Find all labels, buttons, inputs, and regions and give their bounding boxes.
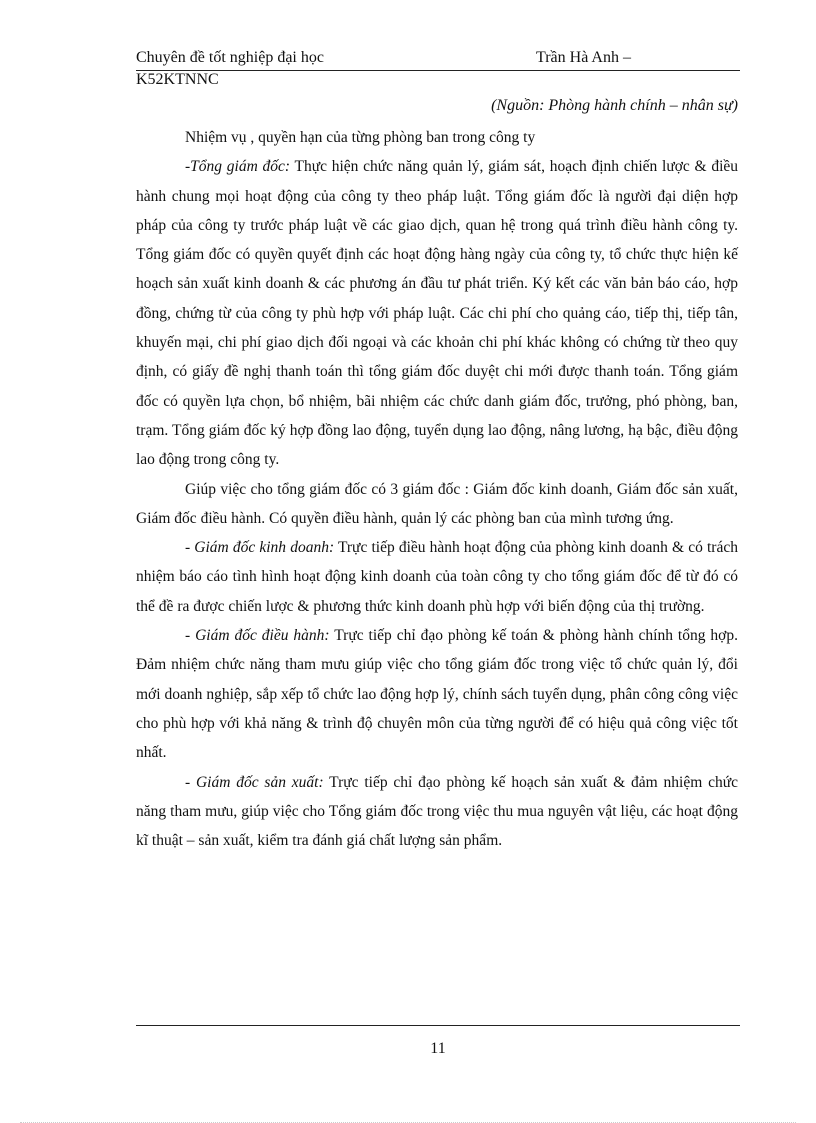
paragraph-general-director — [136, 152, 738, 474]
paragraph-title: -Tổng giám đốc: — [185, 158, 291, 176]
footer-divider — [136, 1025, 740, 1026]
header-author: Trần Hà Anh – — [536, 49, 631, 66]
paragraph-title: - Giám đốc điều hành: — [185, 627, 330, 645]
header-title: Chuyên đề tốt nghiệp đại học — [136, 49, 324, 66]
intro-paragraph: Nhiệm vụ , quyền hạn của từng phòng ban trong công ty — [185, 129, 536, 146]
paragraph-text: Trực tiếp chỉ đạo phòng kế hoạch sản xuất & đảm nhiệm chức năng tham mưu, giúp việc cho Tổng giám đốc trong việc thu mua nguyên vật liệu, các hoạt động kĩ thuật – sản xuất, kiểm tra đánh giá chất lượng sản phẩm. — [136, 773, 738, 850]
body-text — [136, 123, 738, 855]
page-number: 11 — [430, 1040, 446, 1057]
paragraph-assistants — [136, 475, 738, 534]
header-class-code: K52KTNNC — [136, 71, 219, 88]
paragraph-executive-director — [136, 621, 738, 767]
figure-source: (Nguồn: Phòng hành chính – nhân sự) — [491, 97, 738, 114]
paragraph-text: Giúp việc cho tổng giám đốc có 3 giám đốc : Giám đốc kinh doanh, Giám đốc sản xuất, Giám đốc điều hành. Có quyền điều hành, quản lý các phòng ban của mình tương ứng. — [136, 480, 738, 527]
paragraph-title: - Giám đốc sản xuất: — [185, 773, 324, 791]
paragraph-production-director — [136, 768, 738, 856]
paragraph-title: - Giám đốc kinh doanh: — [185, 539, 335, 557]
paragraph-text: Trực tiếp chỉ đạo phòng kế toán & phòng hành chính tổng hợp. Đảm nhiệm chức năng tham mưu giúp việc cho tổng giám đốc trong việc tổ chức quản lý, đổi mới doanh nghiệp, sắp xếp tổ chức lao động hợp lý, chính sách tuyển dụng, phân công công việc cho phù hợp với khả năng & trình độ chuyên môn của từng người để có hiệu quả công việc tốt nhất. — [136, 627, 738, 762]
paragraph-text: Trực tiếp điều hành hoạt động của phòng kinh doanh & có trách nhiệm báo cáo tình hình hoạt động kinh doanh của toàn công ty cho tổng giám đốc để từ đó có thể đề ra được chiến lược & phương thức kinh doanh phù hợp với biến động của thị trường. — [136, 539, 738, 615]
header-divider — [136, 70, 740, 71]
paragraph-business-director — [136, 533, 738, 621]
paragraph-text: Thực hiện chức năng quản lý, giám sát, hoạch định chiến lược & điều hành chung mọi hoạt động của công ty theo pháp luật. Tổng giám đốc là người đại diện hợp pháp của công ty trước pháp luật về các giao dịch, quan hệ trong quá trình điều hành công ty. Tổng giám đốc có quyền quyết định các hoạt động hàng ngày của công ty, tổ chức thực hiện kế hoạch sản xuất kinh doanh & các phương án đầu tư phát triển. Ký kết các văn bản báo cáo, hợp đồng, chứng từ của công ty phù hợp với pháp luật. Các chi phí cho quảng cáo, tiếp thị, tiếp tân, khuyến mại, chi phí giao dịch đối ngoại và các khoản chi phí khác không có chứng từ theo quy định, có giấy đề nghị thanh toán thì tổng giám đốc duyệt chi mới được thanh toán. Tổng giám đốc có quyền lựa chọn, bổ nhiệm, bãi nhiệm các chức danh giám đốc, trưởng, phó phòng, ban, trạm. Tổng giám đốc ký hợp đồng lao động, tuyển dụng lao động, nâng lương, hạ bậc, điều động lao động trong công ty. — [136, 158, 739, 469]
